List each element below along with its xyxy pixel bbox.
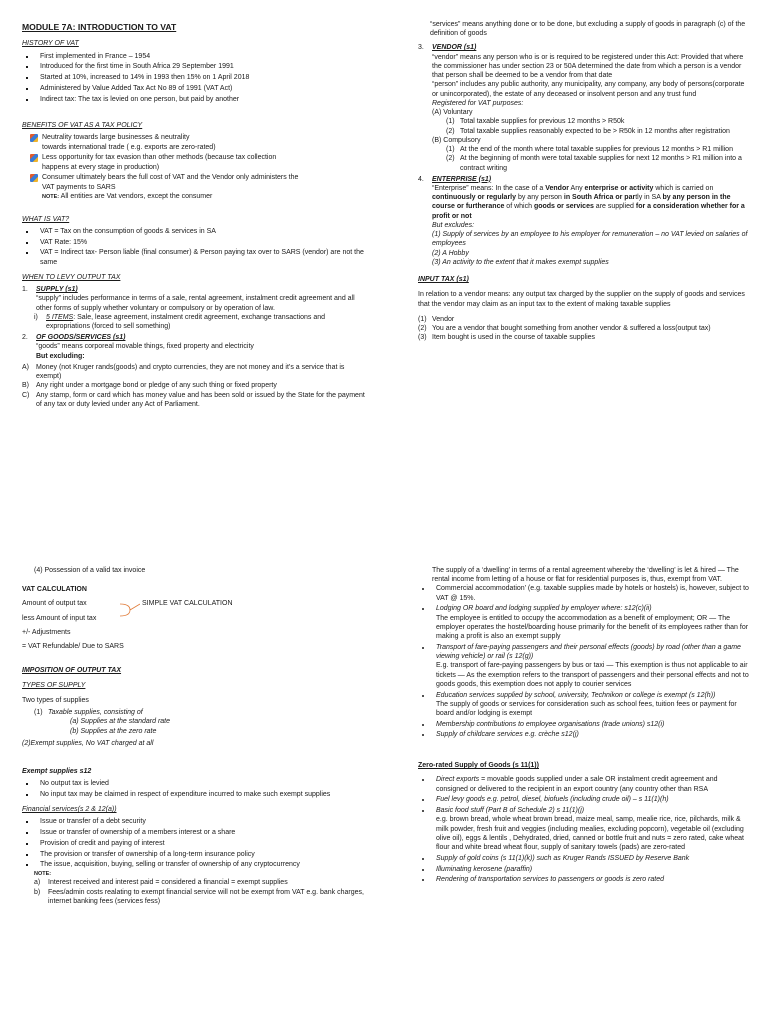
item-marker: A) <box>22 363 29 371</box>
list-item <box>446 127 750 136</box>
history-title: HISTORY OF VAT <box>22 40 79 48</box>
list-item: ▪ Started at 10%, increased to 14% in 1993 then 15% on 1 April 2018 <box>36 73 368 82</box>
item-marker: (1) <box>446 146 455 154</box>
note-text: All entities are Vat vendors, except the consumer <box>59 192 213 200</box>
list-item: ▪ VAT Rate: 15% <box>36 238 368 247</box>
item-text: Item bought is used in the course of taxable supplies <box>432 334 596 342</box>
item-text: Fees/admin costs realating to exempt financial service will not be exempt from VAT e.g. bank charges, internet banking fees (services fess) <box>48 888 364 905</box>
item-marker: (3) <box>418 334 427 342</box>
item-number: 1. <box>22 286 28 294</box>
but-excludes-label: But excludes: <box>432 221 475 229</box>
compulsory-label: (B) Compulsory <box>432 136 481 144</box>
simple-calc-label: SIMPLE VAT CALCULATION <box>142 600 233 608</box>
calc-line: +/- Adjustments <box>22 628 71 636</box>
item-text: Money (not Kruger rands(goods) and crypto currencies, they are not money and it’s a service that is exempt) <box>36 363 345 381</box>
list-item <box>30 153 368 171</box>
list-item <box>418 324 750 333</box>
enterprise-section <box>418 175 750 267</box>
list-item <box>446 154 750 172</box>
item-text: At the end of the month where total taxable supplies for previous 12 months > R1 million <box>460 146 733 154</box>
five-items-label: 5 ITEMS <box>46 313 74 321</box>
exclusion-item: (3) An activity to the extent that it makes exempt supplies <box>432 258 609 266</box>
supply-heading: SUPPLY (s1) <box>36 286 78 294</box>
item-marker: B) <box>22 382 29 390</box>
list-item: • Rendering of transportation services to passengers or goods is zero rated <box>432 875 750 884</box>
imposition-title: IMPOSITION OF OUTPUT TAX <box>22 667 122 675</box>
goods-definition: “goods” means corporeal movable things, fixed property and electricity <box>36 343 254 351</box>
flag-bullet-icon <box>30 174 38 182</box>
item-text: Vendor <box>432 315 455 323</box>
list-item <box>22 381 368 390</box>
calc-line: less Amount of input tax <box>22 614 97 622</box>
calc-line: Amount of output tax <box>22 600 87 608</box>
benefit-text: VAT payments to SARS <box>42 183 116 191</box>
list-item: ▪ The provision or transfer of ownership of a long-term insurance policy <box>36 850 368 859</box>
when-to-levy-title: WHEN TO LEVY OUTPUT TAX <box>22 273 121 281</box>
list-item: ▪ The issue, acquisition, buying, selling or transfer of ownership of any cryptocurrency <box>36 860 368 869</box>
input-tax-title: INPUT TAX (s1) <box>418 276 469 284</box>
vendor-heading: VENDOR (s1) <box>432 44 477 52</box>
list-item: ▪ Provision of credit and paying of interest <box>36 839 368 848</box>
item-marker: (2) <box>418 325 427 333</box>
brace-icon <box>120 603 140 617</box>
benefits-title: BENEFITS OF VAT AS A TAX POLICY <box>22 122 143 130</box>
exclusion-item: (1) Supply of services by an employee to his employer for remuneration – no VAT levied on salaries of employees <box>432 231 748 248</box>
item-text: Total taxable supplies reasonably expected to be > R50k in 12 months after registration <box>460 127 730 135</box>
input-tax-definition: In relation to a vendor means: any output tax charged by the supplier on the supply of goods and services that the vendor may claim as an input tax to the extent of making taxable supplies <box>418 291 745 308</box>
supply-section <box>22 285 368 331</box>
financial-list <box>22 817 368 869</box>
list-item: (b) Supplies at the zero rate <box>70 727 157 735</box>
benefit-text: Neutrality towards large businesses & neutrality <box>42 134 190 142</box>
item-number: i) <box>34 313 38 321</box>
list-item <box>34 708 368 717</box>
registered-label: Registered for VAT purposes: <box>432 99 524 107</box>
five-items-text: : Sale, lease agreement, instalment credit agreement, exchange transactions and expropriations (forced to sell something) <box>46 313 325 330</box>
what-is-vat-title: WHAT IS VAT? <box>22 215 70 223</box>
enterprise-heading: ENTERPRISE (s1) <box>432 175 492 183</box>
list-item <box>22 391 368 409</box>
right-bottom-column <box>418 566 750 886</box>
left-top-column <box>22 20 368 409</box>
item-marker: (1) <box>34 709 43 717</box>
history-list <box>22 52 368 104</box>
vat-calculation-title: VAT CALCULATION <box>22 586 87 594</box>
services-definition: “services” means anything done or to be done, but excluding a supply of goods in paragraph (c) of the definition of goods <box>430 21 746 38</box>
list-item <box>30 173 368 201</box>
benefit-text: Consumer ultimately bears the full cost of VAT and the Vendor only administers the <box>42 174 299 182</box>
voluntary-label: (A) Voluntary <box>432 109 473 117</box>
module-title: MODULE 7A: INTRODUCTION TO VAT <box>22 22 177 32</box>
list-item <box>34 888 368 906</box>
flag-bullet-icon <box>30 134 38 142</box>
list-item <box>418 315 750 324</box>
list-item: • Fuel levy goods e.g. petrol, diesel, biofuels (including crude oil) – s 11(1)(h) <box>432 795 750 804</box>
item-text: Any stamp, form or card which has money value and has been sold or issued by the State for the payment of any tax or duty levied under any Act of Parliament. <box>36 391 365 408</box>
list-item: ▪ Administered by Value Added Tax Act No 89 of 1991 (VAT Act) <box>36 84 368 93</box>
item-number: 2. <box>22 334 28 342</box>
list-item <box>446 117 750 126</box>
goods-excluding: But excluding: <box>36 352 85 360</box>
item-marker: (1) <box>418 315 427 323</box>
item-marker: (2) <box>446 155 455 163</box>
list-item: • Transport of fare-paying passengers and their personal effects (goods) by road (other than a game viewing vehicle) or rail (s 12(g)) E.g. transport of fare-paying passengers by bus or taxi — This exemption is thus not applicable to air tickets — As the exemption refers to the transport of passengers and their personal effects and not to goods goods, this exemption does not apply to courier services <box>432 643 750 689</box>
item-marker: b) <box>34 888 41 896</box>
list-item: • Basic food stuff (Part B of Schedule 2) s 11(1)(j) e.g. brown bread, whole wheat brown bread, maize meal, samp, mealie rice, rice, pilchards, milk & milk powder, fresh fruit and veggies (including mealies, excluding popcorn), vegetable oil (excluding olive oil), eggs & lentils , Dehydrated, dried, canned or bottle fruit and nuts = zero rated, cake wheat flour and white bread wheat flour, supply of sanitary towels (pads) are zero-rated <box>432 806 750 852</box>
list-item: • Supply of gold coins (s 11(1)(k)) such as Kruger Rands ISSUED by Reserve Bank <box>432 854 750 863</box>
list-item: • Commercial accommodation’ (e.g. taxable supplies made by hotels or hostels) is, however, subject to VAT @ 15%. <box>432 584 750 602</box>
item-text: Taxable supplies, consisting of <box>48 709 143 717</box>
list-item: • Lodging OR board and lodging supplied by employer where: s12(c)(ii) The employee is entitled to occupy the accommodation as a benefit of employment; OR — The employer operates the hostel/boarding house primarily for the benefit of its employees rather than for making a profit is also an exempt supply <box>432 604 750 641</box>
list-item: • Membership contributions to employee organisations (trade unions) s12(i) <box>432 720 750 729</box>
item-marker: (2) <box>446 127 455 135</box>
list-item <box>30 133 368 151</box>
supply-definition: “supply” includes performance in terms of a sale, rental agreement, instalment credit agreement and all other forms of supply whether voluntary or compulsory or by operation of law. <box>36 295 355 312</box>
list-item: • Illuminating kerosene (paraffin) <box>432 865 750 874</box>
list-item <box>418 333 750 342</box>
list-item <box>446 145 750 154</box>
exempt-line: (2)Exempt supplies, No VAT charged at all <box>22 739 154 747</box>
list-item: ▪ VAT = Tax on the consumption of goods & services in SA <box>36 227 368 236</box>
zero-rated-title: Zero-rated Supply of Goods (s 11(1)) <box>418 762 539 770</box>
list-item: ▪ No input tax may be claimed in respect of expenditure incurred to make such exempt supplies <box>36 790 368 799</box>
list-item: ▪ Introduced for the first time in South Africa 29 September 1991 <box>36 62 368 71</box>
item-text: Any right under a mortgage bond or pledge of any such thing or fixed property <box>36 382 277 390</box>
zero-rated-list <box>418 775 750 884</box>
list-item <box>34 878 368 887</box>
benefit-text: happens at every stage in production) <box>42 163 160 171</box>
note-label: NOTE: <box>34 871 52 878</box>
list-item: • Direct exports = movable goods supplied under a sale OR instalment credit agreement and consigned or delivered to the recipient in an export country (any country other than RSA <box>432 775 750 793</box>
financial-title: Financial services(s 2 & 12(a)) <box>22 806 117 814</box>
what-is-vat-list <box>22 227 368 267</box>
item-text: Interest received and interest paid = considered a financial = exempt supplies <box>48 879 288 887</box>
enterprise-definition: “Enterprise” means: In the case of a Vendor Any enterprise or activity which is carried on continuously or regularly by any person in South Africa or partly in SA by any person in the course or furtherance of which goods or services are supplied for a consideration whether for a profit or not <box>432 184 745 220</box>
note-label: NOTE: <box>42 193 60 200</box>
benefit-text: towards international trade ( e.g. exports are zero-rated) <box>42 143 216 151</box>
item-text: You are a vendor that bought something from another vendor & suffered a loss(output tax) <box>432 325 711 333</box>
list-item: ▪ Issue or transfer of ownership of a members interest or a share <box>36 828 368 837</box>
list-item: ▪ VAT = Indirect tax- Person liable (final consumer) & Person paying tax over to SARS (vendor) are not the same <box>36 248 368 266</box>
list-item: ▪ First implemented in France – 1954 <box>36 52 368 61</box>
exempt-title: Exempt supplies s12 <box>22 768 92 776</box>
dwelling-text: The supply of a ‘dwelling’ in terms of a rental agreement whereby the ‘dwelling’ is let & hired — The rental income from letting of a house or flat for residential purposes is, thus, exempt from VAT. <box>432 567 739 584</box>
list-item: • Supply of childcare services e.g. crèche s12(j) <box>432 730 750 739</box>
benefit-text: Less opportunity for tax evasion than other methods (because tax collection <box>42 154 277 162</box>
list-item: (a) Supplies at the standard rate <box>70 718 171 726</box>
item-marker: C) <box>22 391 30 399</box>
list-item: ▪ Issue or transfer of a debt security <box>36 817 368 826</box>
person-definition: “person” includes any public authority, any municipality, any company, any body of persons(corporate or unincorporated), the estate of any deceased or insolvent person and any trust fund <box>432 81 745 98</box>
right-top-column <box>418 20 750 343</box>
item-number: 3. <box>418 44 424 52</box>
calc-line: = VAT Refundable/ Due to SARS <box>22 643 124 651</box>
exclusion-item: (2) A Hobby <box>432 249 469 257</box>
item-text: Total taxable supplies for previous 12 months > R50k <box>460 118 625 126</box>
item-number: 4. <box>418 175 424 183</box>
possession-line: (4) Possession of a valid tax invoice <box>34 567 146 574</box>
goods-heading: OF GOODS/SERVICES (s1) <box>36 334 126 342</box>
list-item: ▪ No output tax is levied <box>36 779 368 788</box>
item-marker: a) <box>34 879 41 887</box>
list-item <box>22 363 368 381</box>
calc-block <box>22 599 368 651</box>
vendor-section <box>418 43 750 172</box>
flag-bullet-icon <box>30 154 38 162</box>
two-types-text: Two types of supplies <box>22 696 89 704</box>
list-item: • Education services supplied by school, university, Technikon or college is exempt (s 12(h)) The supply of goods or services for consideration such as school fees, tuition fees or payment for board and/or lodging is exempt <box>432 691 750 719</box>
vendor-definition: “vendor” means any person who is or is required to be registered under this Act: Provided that where the commissioner has under section 23 or 50A determined the date from which a person is a vendor that person shall be deemed to be a vendor from that date <box>432 53 744 80</box>
item-text: At the beginning of month were total taxable supplies for next 12 months > R1 million into a contract writing <box>460 155 742 172</box>
types-title: TYPES OF SUPPLY <box>22 681 86 689</box>
goods-section <box>22 333 368 361</box>
exempt-services-list <box>418 584 750 739</box>
left-bottom-column <box>22 566 368 906</box>
list-item: ▪ Indirect tax: The tax is levied on one person, but paid by another <box>36 95 368 104</box>
item-marker: (1) <box>446 118 455 126</box>
exempt-list <box>22 779 368 799</box>
